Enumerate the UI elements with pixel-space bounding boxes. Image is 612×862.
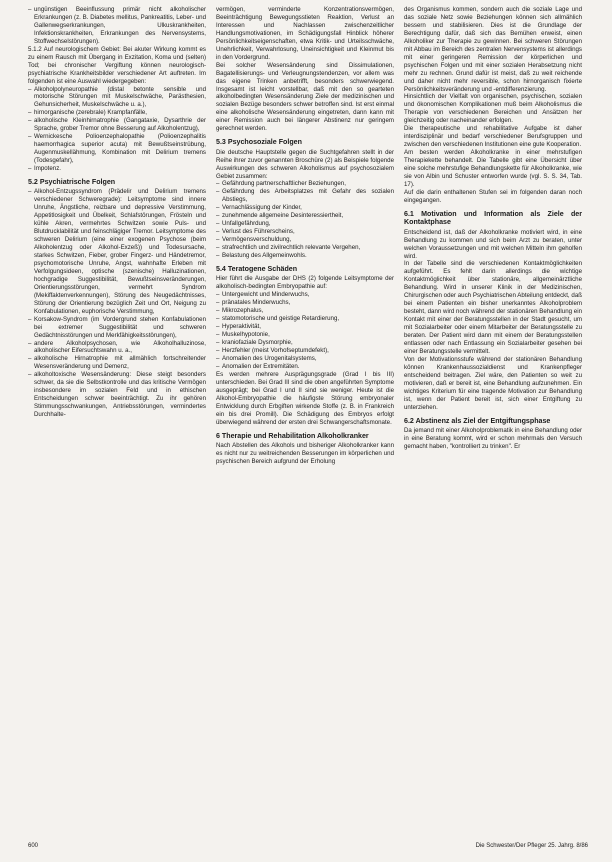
paragraph-neurology: 5.1.2 Auf neurologischem Gebiet: Bei akuter Wirkung kommt es zu einem Rausch mit Übergang in Exzitation, Koma und (selten) Tod; bei chronischer Vergiftung können neurologisch-psychiatrische Krankheitsbilder verschiedener Art auftreten. Im folgenden ist eine Auswahl wiedergegeben: xyxy=(28,45,206,85)
heading-therapy: 6 Therapie und Rehabilitation Alkoholkranker xyxy=(216,431,369,440)
list-item: – Gefährdung des Arbeitsplatzes mit Gefahr des sozialen Abstiegs, xyxy=(216,188,394,204)
list-psychosocial xyxy=(216,180,394,260)
journal-source: Die Schwester/Der Pfleger 25. Jahrg. 8/86 xyxy=(475,843,588,849)
paragraph: Auf die darin enthaltenen Stufen sei im folgenden daran noch eingegangen. xyxy=(404,188,582,204)
paragraph: Da jemand mit einer Alkoholproblematik in eine Behandlung oder in eine Beratung kommt, wird er schon mehrmals den Versuch gemacht haben, "kontrolliert zu trinken". Er xyxy=(404,426,582,450)
paragraph: Entscheidend ist, daß der Alkoholkranke motiviert wird, in eine Behandlung zu kommen und sich beim Arzt zu beraten, unter welchen Voraussetzungen und mit welchen Mitteln ihm geholfen wird. xyxy=(404,228,582,260)
paragraph: Am besten werden Alkoholkranke in einer mehrstufigen Therapiekette behandelt. Die Tabelle gibt eine Übersicht über eine solche mehrstufige Behandlungskette für Alkoholkranke, wie sie von Albin und Schuster entworfen wurde (vgl. S. S. 34, Tab. 17). xyxy=(404,149,582,188)
list-item: – Wernickesche Polioenzephalopathie (Polioenzephalitis haemorrhagica superior acuta) mit Bewußtseinstrübung, Augenmuskellähmung, Kombination mit Delirium tremens (Todesgefahr), xyxy=(28,133,206,165)
list-item: – Alkohol-Entzugssyndrom (Prädelir und Delirium tremens verschiedener Schweregrade): Leitsymptome sind innere Unruhe, Ängstliche, reizbare und depressive Verstimmung, Appetitlosigkeit und Übelkeit, Schlafstörungen, Frösteln und kühle Akren, vermehrtes Schwitzen sowie Puls- und Blutdrucklabilität und feinschlägiger Tremor. Leitsymptome des schweren Delirium (eine einer exogenen Psychose (beim Alkoholentzug oder Alkohol-Exzeß)) und Todesursache, starkes Schwitzen, Fieber, grober Fingerz- und Händetremor, psychomotorische Unruhe, Angst, wahnhafte Erleben mit Verfolgungsideen, optische (szenische) Halluzinationen, hochgradige Suggestibilität, Bewußtseinsveränderungen, Orientierungsstörungen, vermehrt Syndrom (Mekiffaktenverkennungen), Störung des Neugedächtnisses, Störung der Orientierung bezüglich Zeit und Ort, Neigung zu Konfabulationen, euphorische Verstimmung, xyxy=(28,188,206,315)
heading-psychosocial: 5.3 Psychosoziale Folgen xyxy=(216,138,302,147)
paragraph: Hier führt die Ausgabe der DHS (2) folgende Leitsymptome der alkoholisch-bedingten Embryopathie auf: xyxy=(216,275,394,291)
list-item: – alkoholische Kleinhirnatrophie (Gangataxie, Dysarthrie der Sprache, grober Tremor ohne Besserung auf Alkoholentzug), xyxy=(28,117,206,133)
list-item: – Gefährdung partnerschaftlicher Beziehungen, xyxy=(216,180,394,188)
paragraph: vermögen, verminderte Konzentrationsvermögen, Beeinträchtigung Bewegungsstieten Reaktion, Verlust an Interessen und Nachlassen zwischenzeitlicher Handlungsmotivationen, im Schädigungsfall Hinblick höherer Persönlichkeitseigenschaften, etwa Kritik- und Urteilsschwäche, Unehrlichkeit, Verwahrlosung, Uneinsichtigkeit und Kleinmut bis in den Vordergrund. xyxy=(216,6,394,61)
page-number: 600 xyxy=(28,843,39,849)
list-item: – kraniofaziale Dysmorphie, xyxy=(216,339,394,347)
list-item: – zunehmende allgemeine Desinteressiertheit, xyxy=(216,212,394,220)
paragraph: Hinsichtlich der Vielfalt von organischen, psychischen, sozialen und ökonomischen Komplikationen muß beim Alkoholismus die Therapie von verschiedenen Bereichen und Ansätzen her gleichzeitig oder nacheinander erfolgen. xyxy=(404,93,582,125)
list-item: – pränatales Minderwuchs, xyxy=(216,299,394,307)
heading-abstinence: 6.2 Abstinenz als Ziel der Entgiftungsphase xyxy=(404,416,551,425)
paragraph: Die deutsche Hauptstelle gegen die Suchtgefahren stellt in der Reihe ihrer zuvor genannten Broschüre (2) als Beispiele folgende Auswirkungen des schweren Alkoholismus auf psychosozialem Gebiet zusammen: xyxy=(216,148,394,180)
list-neurology xyxy=(28,86,206,173)
list-item: – strafrechtlich und zivilrechtlich relevante Vergehen, xyxy=(216,244,394,252)
list-item: – Hyperaktivität, xyxy=(216,323,394,331)
paragraph: Von der Motivationsstufe während der stationären Behandlung können Krankenhaussozialdienst und Krankenpfleger entscheidend beitragen. Ziel wäre, den Patienten so weit zu motivieren, daß er bereit ist, eine Behandlung aufzunehmen. Ein wichtiges Kriterium für eine tragende Motivation zur Behandlung ist, wenn der Patient bereit ist, sich einer Entgiftung zu unterziehen. xyxy=(404,355,582,411)
list-item: – alkoholtoxische Wesensänderung: Diese steigt besonders schwer, da sie die Selbstkontrolle und das kritische Vermögen insbesondere im sozialen Feld und in ethischen Entscheidungen schwer beeinträchtigt. Zu ihr gehören Stimmungsschwankungen, Antriebsstörungen, vermindertes Durchhalte- xyxy=(28,371,206,419)
heading-teratogenic: 5.4 Teratogene Schäden xyxy=(216,265,298,273)
list-item: – Vermögensverschuldung, xyxy=(216,236,394,244)
document-page xyxy=(28,6,588,849)
list-item: – Vernachlässigung der Kinder, xyxy=(216,204,394,212)
list-teratogenic xyxy=(216,291,394,371)
list-item: – Impotenz. xyxy=(28,165,206,173)
paragraph: Bei solcher Wesensänderung sind Dissimulationen, Bagatellisierungs- und Verleugnungstendenzen, vor allem was das eigene Trinken anbetrifft, besonders schwerwiegend. Insgesamt ist leicht vorstellbar, daß mit den so gearteten alkoholbedingten Wesensänderung Ziele der medizinischen und sozialen Bezüge besonders schwer betroffen sind. Ist erst einmal eine alkoholische Wesensänderung eingetreten, dann kann mit einer Remission auch bei längerer Abstinenz nur geringem gerechnet werden. xyxy=(216,61,394,133)
heading-psychiatric: 5.2 Psychiatrische Folgen xyxy=(28,178,116,187)
list-complications xyxy=(28,6,206,46)
list-item: – Untergewicht und Minderwuchs, xyxy=(216,291,394,299)
list-item: – Korsakow-Syndrom (im Vordergrund stehen Konfabulationen bei extremer Suggestibilität und schweren Gedächtnisstörungen und Merkfähigkeitsstörungen), xyxy=(28,316,206,340)
column-right xyxy=(404,6,582,451)
list-item: – Anomalien der Extremitäten. xyxy=(216,363,394,371)
list-item: – Alkoholpolyneuropathie (distal betonte sensible und motorische Störungen mit Muskelschwäche, Parästhesien, Gehunsicherheit, Muskelschwäche u. a.), xyxy=(28,86,206,110)
list-item: – Mikrozephalus, xyxy=(216,307,394,315)
column-left xyxy=(28,6,206,419)
list-item: – Herzfehler (meist Vorhofseptumdefekt), xyxy=(216,347,394,355)
list-item: – andere Alkoholpsychosen, wie Alkoholhalluzinose, alkoholischer Eifersuchtswahn u. a., xyxy=(28,340,206,356)
list-psychiatric xyxy=(28,188,206,419)
heading-motivation: 6.1 Motivation und Information als Ziele der Kontaktphase xyxy=(404,209,582,227)
list-item: – Anomalien des Urogenitalsystems, xyxy=(216,355,394,363)
paragraph: Nach Abstellen des Alkohols und bisheriger Alkoholkranker kann es nicht nur zu weitreichenden Besserungen im körperlichen und psychischen Bereich aufgrund der Erholung xyxy=(216,441,394,465)
list-item: – statomotorische und geistige Retardierung, xyxy=(216,315,394,323)
list-item: – Belastung des Allgemeinwohls. xyxy=(216,252,394,260)
list-item: – Muskelhypotonie, xyxy=(216,331,394,339)
list-item: – hirnorganische (zerebrale) Krampfanfälle, xyxy=(28,109,206,117)
list-item: – Verlust des Führerscheins, xyxy=(216,228,394,236)
list-item: – ungünstigen Beeinflussung primär nicht alkoholischer Erkrankungen (z. B. Diabetes mellitus, Pankreatitis, Leber- und Gallenwegserkrankungen, Ulkuskrankheiten, Infektionskrankheiten, Erkrankungen des Nervensystems, Stoffwechselstörungen). xyxy=(28,6,206,46)
paragraph: In der Tabelle sind die verschiedenen Kontaktmöglichkeiten aufgeführt. Es fehlt darin allerdings die wichtige Kontaktmöglichkeit über stationäre, allgemeinärztliche Behandlung. Wird in unserer Klinik in der Medizinischen, Chirurgischen oder auch Psychiatrischen Abteilung entdeckt, daß bei einem Patienten ein bisher unerkanntes Alkoholproblem besteht, dann wird noch während der stationären Behandlung ein Kontakt mit einer der Beratungsstellen in der Stadt gesucht, um mit Sozialarbeiter oder einem Mitarbeiter der Beratungsstelle zu beraten. Der Patient wird dann mit einem der Beratungsstellen entlassen oder nach Entlassung ein Sozialarbeiter gesehen bei einer Beratungsstelle vermittelt. xyxy=(404,260,582,355)
paragraph: Es werden mehrere Ausprägungsgrade (Grad I bis III) unterschieden. Bei Grad III sind die oben angeführten Symptome ausgeprägt; bei Grad I und II sind sie weniger. Heute ist die Alkohol-Embryopathie die häufigste Störung embryonaler Entwicklung durch Erbgiften wirkende Stoffe (z. B. in Frankreich ein bis drei Promill). Die Schädigung des Embryos erfolgt überwiegend während der ersten drei Schwangerschaftsmonate. xyxy=(216,370,394,426)
paragraph: Die therapeutische und rehabilitative Aufgabe ist daher interdisziplinär und bedarf verschiedener Berufsgruppen und zwischen den verschiedenen Institutionen eine gute Kooperation. xyxy=(404,125,582,149)
list-item: – alkoholische Hirnatrophie mit allmählich fortschreitender Wesensveränderung und Demenz, xyxy=(28,355,206,371)
column-middle xyxy=(216,6,394,466)
list-item: – Unfallgefährdung, xyxy=(216,220,394,228)
paragraph: des Organismus kommen, sondern auch die soziale Lage und das soziale Netz sowie Beziehungen können sich allmählich bessern und stabilisieren. Dies ist die Grundlage der Berechtigung dafür, daß sich das Bemühen erweist, einen Alkoholiker zur Therapie zu gewinnen. Bei schweren Störungen mit Abbau im Bereich des zentralen Nervensystems ist allerdings mit einer geringeren Remission der körperlichen und psychischen Folgen und mit einer sozialen Herabsetzung nicht mehr zu rechnen. Grund dafür ist meist, daß zu weit reichende und daher nicht mehr reversible, schon hirnorganisch fixierte Persönlichkeitsveränderung und -entdifferenzierung. xyxy=(404,6,582,93)
